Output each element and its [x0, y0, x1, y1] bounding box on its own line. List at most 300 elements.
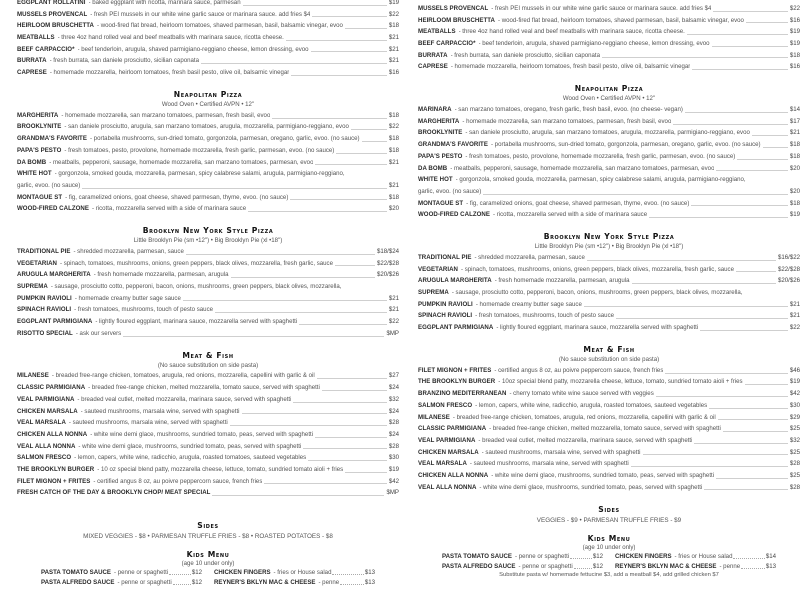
menu-item: [17, 20, 399, 32]
leader-line: [483, 194, 787, 195]
leader-line: [570, 552, 592, 559]
leader-line: [311, 51, 387, 52]
item-name: PUMPKIN RAVIOLI: [418, 300, 473, 308]
section-title-brooklyn: Brooklyn New York Style Pizza: [543, 232, 675, 241]
item-name: THE BROOKLYN BURGER: [17, 465, 95, 473]
leader-line: [723, 431, 788, 432]
item-price: $17: [789, 117, 800, 125]
item-name: CHICKEN ALLA NONNA: [17, 430, 88, 438]
leader-line: [687, 34, 788, 35]
menu-item: [17, 293, 399, 305]
item-name: MONTAGUE ST: [418, 199, 464, 207]
menu-item: [17, 44, 399, 56]
leader-line: [345, 472, 387, 473]
menu-item: [17, 192, 399, 204]
leader-line: [704, 489, 788, 490]
menu-item: [418, 470, 800, 482]
item-name: CLASSIC PARMIGIANA: [17, 384, 86, 392]
item-description: - fresh tomatoes, mushrooms, touch of pesto sauce: [475, 312, 615, 320]
section-subtitle-kids: (age 10 under only): [582, 544, 636, 552]
item-name: CHICKEN MARSALA: [418, 448, 479, 456]
item-price: $18: [388, 193, 399, 201]
item-name: VEAL ALLA NONNA: [418, 483, 477, 491]
item-name: VEAL PARMIGIANA: [17, 395, 75, 403]
sides-list: MIXED VEGGIES - $8 • PARMESAN TRUFFLE FRIES - $8 • ROASTED POTATOES - $8: [83, 533, 333, 541]
item-price: $18: [789, 152, 800, 160]
leader-line: [303, 448, 387, 449]
menu-item: [17, 203, 399, 215]
leader-line: [242, 413, 387, 414]
leader-line: [264, 483, 386, 484]
menu-item: [17, 67, 399, 79]
leader-line: [691, 205, 787, 206]
item-description: garlic, evoo. (no sauce): [418, 187, 482, 195]
item-price: $22: [789, 4, 800, 12]
item-price: $30: [388, 454, 399, 462]
item-price: $25: [789, 425, 800, 433]
item-name: HEIRLOOM BRUSCHETTA: [418, 16, 496, 24]
section-subtitle-brooklyn: Little Brooklyn Pie (sm •12") • Big Brooklyn Pie (xl •18"): [133, 237, 283, 244]
kids-menu-grid: [418, 552, 800, 571]
item-description: - fresh tomatoes, mushrooms, touch of pesto sauce: [74, 306, 214, 314]
item-name: MONTAGUE ST: [17, 193, 63, 201]
item-name: CAPRESE: [418, 63, 448, 71]
item-name: ARUGULA MARGHERITA: [17, 271, 91, 279]
item-price: $19: [388, 0, 399, 6]
section-subtitle-kids: (age 10 under only): [181, 560, 235, 568]
leader-line: [299, 324, 387, 325]
item-description: - fresh homemade mozzarella, parmesan, arugula: [93, 271, 229, 279]
menu-item: [418, 104, 800, 116]
leader-line: [332, 568, 363, 575]
item-description: - wood-fired flat bread, heirloom tomatoes, shaved parmesan, basil, balsamic vinegar, evoo: [97, 22, 343, 30]
leader-line: [212, 495, 384, 496]
item-description: - certified angus 8 oz, au poivre peppercorn sauce, french fries: [494, 366, 664, 374]
item-description: - san marzano tomatoes, oregano, fresh garlic, fresh basil, evoo. (no cheese- vegan): [454, 106, 683, 114]
item-name: RISOTTO SPECIAL: [17, 329, 73, 337]
menu-item: [17, 441, 399, 453]
item-name: FILET MIGNON + FRITES: [418, 366, 492, 374]
item-price: $20/$26: [376, 271, 399, 279]
item-price: $16: [789, 16, 800, 24]
spacer: [418, 221, 800, 232]
item-description: - penne or spaghetti: [518, 562, 573, 570]
item-price: $24: [388, 384, 399, 392]
menu-item: [17, 316, 399, 328]
item-price: $18: [388, 135, 399, 143]
menu-item: [17, 406, 399, 418]
leader-line: [665, 373, 787, 374]
item-price: $16/$22: [777, 253, 800, 261]
item-price: $MP: [386, 489, 399, 497]
item-price: $27: [388, 372, 399, 380]
section-subtitle-meat: (No sauce substitution on side pasta): [558, 355, 660, 363]
section-subtitle-brooklyn: Little Brooklyn Pie (sm •12") • Big Brooklyn Pie (xl •18"): [534, 243, 684, 250]
item-price: $18: [388, 111, 399, 119]
item-description: - fresh burrata, san daniele prosciutto, sicilian caponata: [49, 57, 199, 65]
item-name: REYNER'S BKLYN MAC & CHEESE: [615, 562, 717, 570]
item-description: - breaded free-range chicken, melted mozzarella, tomato sauce, served with spaghetti: [489, 425, 721, 433]
item-description: - sausage, prosciutto cotto, pepperoni, bacon, onions, mushrooms, green peppers, black olives, mozzarella,: [50, 283, 342, 291]
leader-line: [169, 568, 191, 575]
item-price: $32: [789, 436, 800, 444]
item-price: $13: [364, 578, 375, 586]
item-price: $46: [789, 366, 800, 374]
leader-line: [741, 562, 765, 569]
leader-line: [317, 378, 387, 379]
menu-item: [17, 122, 399, 134]
menu-item: [17, 487, 399, 499]
menu-item: [17, 476, 399, 488]
leader-line: [718, 419, 788, 420]
item-price: $42: [388, 477, 399, 485]
item-description: - fig, caramelized onions, goat cheese, shaved parmesan, thyme, evoo. (no sauce): [466, 199, 690, 207]
leader-line: [248, 211, 387, 212]
item-description: - breaded veal cutlet, melted mozzarella, marinara sauce, served with spaghetti: [478, 436, 693, 444]
leader-line: [712, 46, 788, 47]
item-name: SALMON FRESCO: [17, 454, 72, 462]
item-name: SUPREMA: [418, 289, 449, 297]
item-description: - gorgonzola, smoked gouda, mozzarella, parmesan, spicy calabrese salami, arugula, parmigiano-reggiano,: [455, 176, 746, 184]
menu-item: [17, 464, 399, 476]
spacer: [17, 79, 399, 90]
item-price: $20: [789, 187, 800, 195]
menu-item: [418, 139, 800, 151]
item-price: $21: [789, 312, 800, 320]
item-price: $22/$28: [777, 265, 800, 273]
item-name: SUPREMA: [17, 283, 48, 291]
item-price: $28: [789, 460, 800, 468]
leader-line: [752, 135, 788, 136]
item-description: - fresh burrata, san daniele prosciutto, sicilian caponata: [450, 51, 600, 59]
item-description: - fries or House salad: [674, 553, 733, 561]
item-description: - breaded veal cutlet, melted mozzarella, marinara sauce, served with spaghetti: [77, 395, 292, 403]
menu-item: [17, 55, 399, 67]
menu-item: [418, 412, 800, 424]
menu-item: [418, 310, 800, 322]
item-name: WOOD-FIRED CALZONE: [17, 205, 89, 213]
item-description: - ricotta, mozzarella served with a side of marinara sauce: [92, 205, 247, 213]
menu-item: [17, 281, 399, 293]
leader-line: [692, 69, 788, 70]
item-name: MARGHERITA: [418, 117, 460, 125]
item-description: - three 4oz hand rolled veal and beef meatballs with marinara sauce, ricotta cheese.: [458, 28, 685, 36]
leader-line: [312, 16, 386, 17]
leader-line: [602, 57, 788, 58]
item-price: $14: [765, 553, 776, 561]
item-description: - baked eggplant with ricotta, marinara sauce, parmesan: [88, 0, 241, 6]
item-name: REYNER'S BKLYN MAC & CHEESE: [214, 578, 316, 586]
item-description: - 10oz special blend patty, mozzarella cheese, lettuce, tomato, sundried tomato aioli + fries: [498, 378, 743, 386]
item-name: TRADITIONAL PIE: [418, 253, 472, 261]
item-name: BURRATA: [418, 51, 448, 59]
item-price: $18: [789, 51, 800, 59]
item-description: - ricotta, mozzarella served with a side of marinara sauce: [493, 211, 648, 219]
item-description: - shredded mozzarella, parmesan, sauce: [73, 247, 184, 255]
menu-item: [418, 377, 800, 389]
item-name: VEAL ALLA NONNA: [17, 442, 76, 450]
menu-item: [418, 264, 800, 276]
item-description: - homemade mozzarella, san marzano tomatoes, parmesan, fresh basil, evoo: [462, 117, 672, 125]
item-price: $21: [388, 45, 399, 53]
item-description: - homemade creamy butter sage sauce: [74, 294, 181, 302]
item-price: $20: [388, 205, 399, 213]
item-name: VEGETARIAN: [17, 259, 57, 267]
menu-item: [418, 3, 800, 15]
item-description: - sausage, prosciutto cotto, pepperoni, bacon, onions, mushrooms, green peppers, black olives, mozzarella,: [451, 289, 743, 297]
item-name: MUSSELS PROVENCAL: [17, 10, 88, 18]
menu-item: [17, 0, 399, 9]
item-price: $22/$28: [376, 259, 399, 267]
item-description: garlic, evoo. (no sauce): [17, 181, 81, 189]
item-price: $18: [388, 146, 399, 154]
item-name: SALMON FRESCO: [418, 401, 473, 409]
leader-line: [649, 217, 788, 218]
item-price: $19: [789, 378, 800, 386]
leader-line: [673, 124, 787, 125]
item-description: - fresh homemade mozzarella, parmesan, arugula: [494, 277, 630, 285]
leader-line: [290, 199, 386, 200]
kids-menu-item: [615, 552, 776, 562]
menu-item: [418, 186, 800, 198]
item-price: $24: [388, 407, 399, 415]
item-price: $16: [789, 63, 800, 71]
menu-item: [17, 394, 399, 406]
section-subtitle-meat: (No sauce substitution on side pasta): [157, 361, 259, 369]
item-name: VEGETARIAN: [418, 265, 458, 273]
item-name: THE BROOKLYN BURGER: [418, 378, 496, 386]
item-price: $18/$24: [376, 247, 399, 255]
leader-line: [746, 22, 788, 23]
item-price: $21: [388, 57, 399, 65]
leader-line: [584, 306, 788, 307]
item-name: CHICKEN MARSALA: [17, 407, 78, 415]
menu-item: [418, 50, 800, 62]
item-name: WHITE HOT: [17, 170, 52, 178]
item-description: - breaded free-range chicken, melted mozzarella, tomato sauce, served with spaghetti: [88, 384, 320, 392]
item-description: - portabella mushrooms, sun-dried tomato, gorgonzola, parmesan, oregano, garlic, evoo. (no sauce): [490, 141, 761, 149]
menu-item: [17, 452, 399, 464]
item-description: - three 4oz hand rolled veal and beef meatballs with marinara sauce, ricotta cheese.: [57, 34, 284, 42]
item-description: - sauteed mushrooms, marsala wine, served with spaghetti: [469, 460, 629, 468]
kids-menu-note: Substitute pasta w/ homemade fettucine $3, add a meatball $4, add grilled chicken $7: [499, 572, 719, 579]
item-description: - sauteed mushrooms, marsala wine, served with spaghetti: [68, 419, 228, 427]
section-title-brooklyn: Brooklyn New York Style Pizza: [142, 226, 274, 235]
item-name: CLASSIC PARMIGIANA: [418, 425, 487, 433]
menu-item: [17, 258, 399, 270]
spacer: [418, 493, 800, 505]
menu-item: [418, 151, 800, 163]
menu-item: [17, 371, 399, 383]
item-name: GRANDMA'S FAVORITE: [17, 135, 87, 143]
menu-item: [418, 482, 800, 494]
item-price: $19: [789, 211, 800, 219]
item-name: BURRATA: [17, 57, 47, 65]
menu-column-left: [17, 0, 399, 587]
item-description: - white wine demi glace, mushrooms, sundried tomato, peas, served with spaghetti: [78, 442, 302, 450]
item-name: VEAL MARSALA: [17, 419, 66, 427]
menu-item: [418, 61, 800, 73]
leader-line: [345, 28, 387, 29]
menu-item: [418, 447, 800, 459]
menu-item: [418, 26, 800, 38]
item-price: $22: [789, 324, 800, 332]
item-name: SPINACH RAVIOLI: [418, 312, 473, 320]
item-price: $32: [388, 395, 399, 403]
item-price: $20/$26: [777, 277, 800, 285]
menu-item: [418, 209, 800, 221]
menu-item: [17, 269, 399, 281]
item-price: $21: [388, 306, 399, 314]
item-description: - lemon, capers, white wine, radicchio, arugula, roasted tomatoes, sauteed vegetables: [74, 454, 307, 462]
item-price: $21: [789, 300, 800, 308]
leader-line: [335, 265, 375, 266]
leader-line: [272, 118, 386, 119]
leader-line: [293, 402, 386, 403]
leader-line: [574, 562, 592, 569]
item-price: $13: [765, 562, 776, 570]
menu-item: [418, 435, 800, 447]
leader-line: [643, 454, 788, 455]
spacer: [17, 215, 399, 226]
item-price: $25: [789, 471, 800, 479]
item-name: PASTA ALFREDO SAUCE: [41, 578, 115, 586]
item-name: EGGPLANT PARMIGIANA: [17, 318, 93, 326]
item-price: $25: [789, 448, 800, 456]
item-description: - penne or spaghetti: [117, 578, 172, 586]
item-price: $42: [789, 390, 800, 398]
item-name: MARGHERITA: [17, 111, 59, 119]
item-description: - san daniele prosciutto, arugula, san marzano tomatoes, arugula, mozzarella, parmigiano-reggiano, evoo: [465, 129, 750, 137]
item-price: $22: [388, 10, 399, 18]
item-description: - lemon, capers, white wine, radicchio, arugula, roasted tomatoes, sauteed vegetables: [475, 401, 708, 409]
item-name: CHICKEN FINGERS: [214, 569, 271, 577]
item-name: WOOD-FIRED CALZONE: [418, 211, 490, 219]
item-name: BEEF CARPACCIO*: [17, 45, 75, 53]
item-description: - certified angus 8 oz, au poivre peppercorn sauce, french fries: [93, 477, 263, 485]
item-name: EGGPLANT ROLLATINI: [17, 0, 86, 6]
item-description: - white wine demi glace, mushrooms, sundried tomato, peas, served with spaghetti: [479, 483, 703, 491]
item-description: - spinach, tomatoes, mushrooms, onions, green peppers, black olives, mozzarella, fresh garlic, sauce: [461, 265, 734, 273]
item-price: $20: [789, 164, 800, 172]
item-price: $MP: [386, 329, 399, 337]
item-description: - fig, caramelized onions, goat cheese, shaved parmesan, thyme, evoo. (no sauce): [65, 193, 289, 201]
menu-item: [418, 299, 800, 311]
menu-item: [418, 38, 800, 50]
item-price: $28: [789, 483, 800, 491]
menu-item: [418, 128, 800, 140]
menu-item: [418, 252, 800, 264]
menu-item: [418, 423, 800, 435]
item-price: $13: [364, 569, 375, 577]
kids-menu-item: [615, 562, 776, 572]
leader-line: [286, 40, 387, 41]
item-name: BEEF CARPACCIO*: [418, 40, 476, 48]
section-title-sides: Sides: [197, 521, 219, 531]
item-price: $12: [592, 562, 603, 570]
menu-item: [418, 287, 800, 299]
item-price: $28: [388, 442, 399, 450]
item-price: $21: [789, 129, 800, 137]
leader-line: [745, 384, 788, 385]
item-price: $21: [388, 181, 399, 189]
item-description: - beef tenderloin, arugula, shaved parmigiano-reggiano cheese, lemon dressing, evoo: [77, 45, 309, 53]
item-price: $24: [388, 430, 399, 438]
item-name: DA BOMB: [17, 158, 47, 166]
leader-line: [709, 408, 788, 409]
item-price: $28: [388, 419, 399, 427]
menu-item: [418, 388, 800, 400]
item-name: DA BOMB: [418, 164, 448, 172]
item-name: PAPA'S PESTO: [17, 146, 62, 154]
item-name: VEAL MARSALA: [418, 460, 467, 468]
item-description: - shredded mozzarella, parmesan, sauce: [474, 253, 585, 261]
item-price: $22: [388, 318, 399, 326]
menu-item: [418, 400, 800, 412]
leader-line: [694, 443, 787, 444]
leader-line: [231, 277, 375, 278]
menu-item: [418, 116, 800, 128]
item-description: - ask our servers: [75, 329, 122, 337]
leader-line: [631, 466, 788, 467]
leader-line: [201, 63, 387, 64]
leader-line: [308, 460, 387, 461]
item-description: - spinach, tomatoes, mushrooms, onions, green peppers, black olives, mozzarella, fresh garlic, sauce: [60, 259, 333, 267]
item-name: CAPRESE: [17, 69, 47, 77]
menu-item: [17, 246, 399, 258]
item-name: PASTA TOMATO SAUCE: [442, 553, 512, 561]
leader-line: [340, 578, 364, 585]
menu-item: [17, 168, 399, 180]
menu-item: [17, 429, 399, 441]
item-description: - fresh PEI mussels in our white wine garlic sauce or marinara sauce. add fries $4: [491, 4, 712, 12]
menu-item: [418, 15, 800, 27]
section-title-meat: Meat & Fish: [583, 344, 635, 354]
item-description: - penne or spaghetti: [514, 553, 570, 561]
leader-line: [700, 330, 788, 331]
section-title-kids: Kids Menu: [186, 550, 230, 560]
section-title-meat: Meat & Fish: [182, 350, 234, 360]
item-name: VEAL PARMIGIANA: [418, 436, 476, 444]
kids-menu-item: [41, 578, 202, 588]
menu-item: [17, 328, 399, 340]
item-price: $19: [789, 40, 800, 48]
menu-item: [418, 198, 800, 210]
menu-item: [17, 145, 399, 157]
menu-item: [418, 458, 800, 470]
leader-line: [587, 260, 776, 261]
item-name: MARINARA: [418, 106, 452, 114]
leader-line: [351, 129, 387, 130]
menu-item: [17, 32, 399, 44]
item-name: MILANESE: [418, 413, 450, 421]
item-name: CHICKEN ALLA NONNA: [418, 471, 489, 479]
item-name: MILANESE: [17, 372, 49, 380]
leader-line: [737, 159, 787, 160]
section-subtitle-neapolitan: Wood Oven • Certified AVPN • 12": [161, 100, 255, 108]
item-description: - gorgonzola, smoked gouda, mozzarella, parmesan, spicy calabrese salami, arugula, parmigiano-reggiano,: [54, 170, 345, 178]
item-price: $19: [388, 465, 399, 473]
item-name: HEIRLOOM BRUSCHETTA: [17, 22, 95, 30]
kids-menu-item: [442, 562, 603, 572]
item-description: - breaded free-range chicken, tomatoes, arugula, red onions, mozzarella, capellini with garlic & oil: [452, 413, 716, 421]
item-description: - beef tenderloin, arugula, shaved parmigiano-reggiano cheese, lemon dressing, evoo: [478, 40, 710, 48]
section-title-neapolitan: Neapolitan Pizza: [574, 84, 644, 94]
leader-line: [716, 170, 787, 171]
item-description: - fresh tomatoes, pesto, provolone, homemade mozzarella, fresh garlic, parmesan, evoo. (no sauce): [64, 146, 335, 154]
leader-line: [215, 312, 387, 313]
item-name: SPINACH RAVIOLI: [17, 306, 72, 314]
